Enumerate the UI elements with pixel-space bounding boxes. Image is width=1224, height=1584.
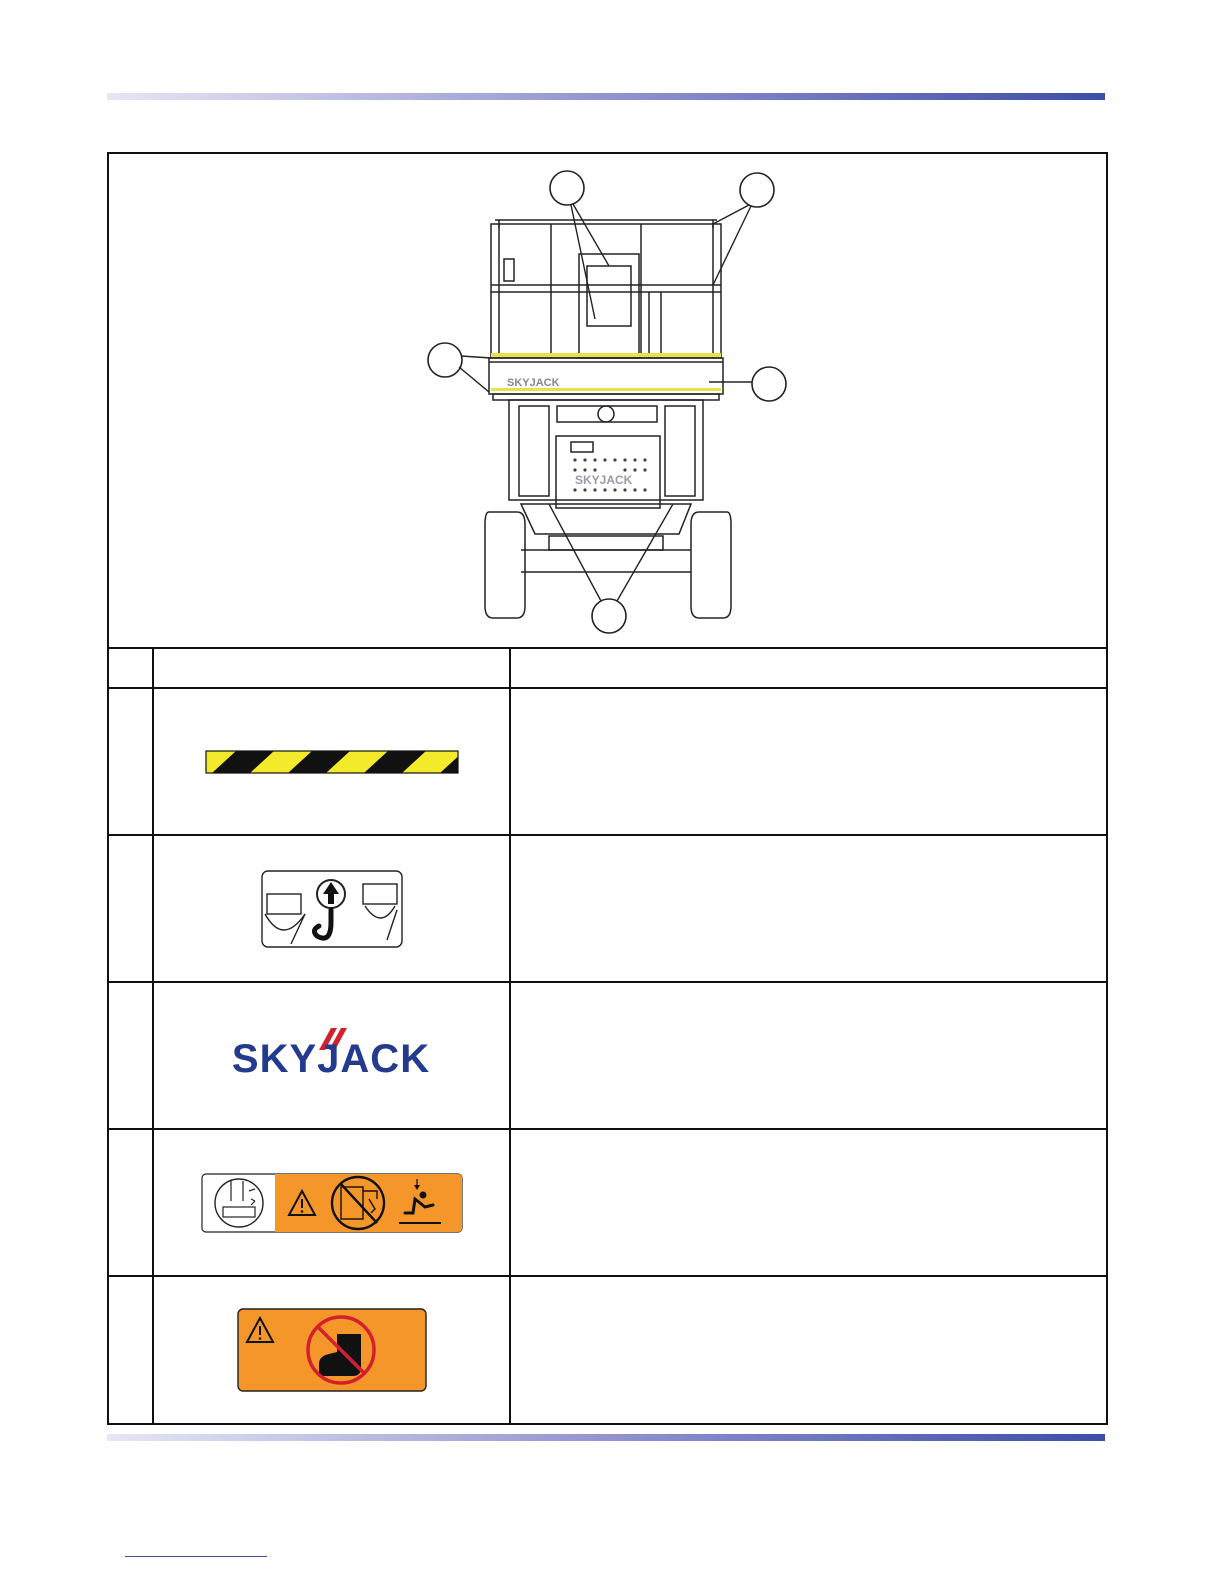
- row-description: [511, 983, 1106, 1128]
- right-wheel: [691, 512, 731, 618]
- decal-cell: [154, 1130, 509, 1275]
- row-description: [511, 689, 1106, 834]
- row-number: [109, 836, 152, 981]
- lifting-hook-decal: [261, 870, 403, 948]
- header-description: [511, 649, 1106, 687]
- machine-rear-view-figure: [109, 154, 1106, 647]
- table-row: [109, 1277, 1106, 1423]
- callout-1: [550, 171, 584, 205]
- column-divider: [152, 647, 154, 1423]
- row-number: [109, 983, 152, 1128]
- control-box-logo: SKYJACK: [575, 473, 633, 487]
- decal-location-table: [107, 152, 1108, 1425]
- row-description: [511, 1277, 1106, 1423]
- table-header-row: [109, 649, 1106, 687]
- guardrail: [491, 224, 721, 358]
- platform-logo: SKYJACK: [507, 377, 560, 389]
- decal-cell: [154, 1277, 509, 1423]
- decal-cell: [154, 983, 509, 1128]
- callout-3: [428, 343, 462, 377]
- callout-5: [592, 599, 626, 633]
- row-description: [511, 836, 1106, 981]
- stripe-tape-decal: [202, 749, 462, 775]
- deck-yellow-stripe: [491, 353, 721, 357]
- no-step-warning-decal: [237, 1308, 427, 1392]
- row-number: [109, 1277, 152, 1423]
- table-row: [109, 836, 1106, 981]
- footer-rule: [107, 1434, 1105, 1441]
- decal-cell: [154, 689, 509, 834]
- row-number: [109, 1130, 152, 1275]
- logo-text: SKYJACK: [231, 1036, 430, 1081]
- row-number: [109, 689, 152, 834]
- decal-cell: [154, 836, 509, 981]
- table-row: [109, 1130, 1106, 1275]
- scissor-lift-drawing: [109, 154, 1106, 647]
- skyjack-logo: [201, 1026, 463, 1086]
- column-divider: [509, 647, 511, 1423]
- header-rule: [107, 93, 1105, 100]
- left-wheel: [485, 512, 525, 618]
- header-decal: [154, 649, 509, 687]
- pinch-point-warning-decal: [201, 1173, 463, 1233]
- footer-underline: [125, 1556, 267, 1557]
- callout-4: [752, 367, 786, 401]
- table-row: [109, 983, 1106, 1128]
- callout-2: [740, 173, 774, 207]
- header-number: [109, 649, 152, 687]
- table-row: [109, 689, 1106, 834]
- row-description: [511, 1130, 1106, 1275]
